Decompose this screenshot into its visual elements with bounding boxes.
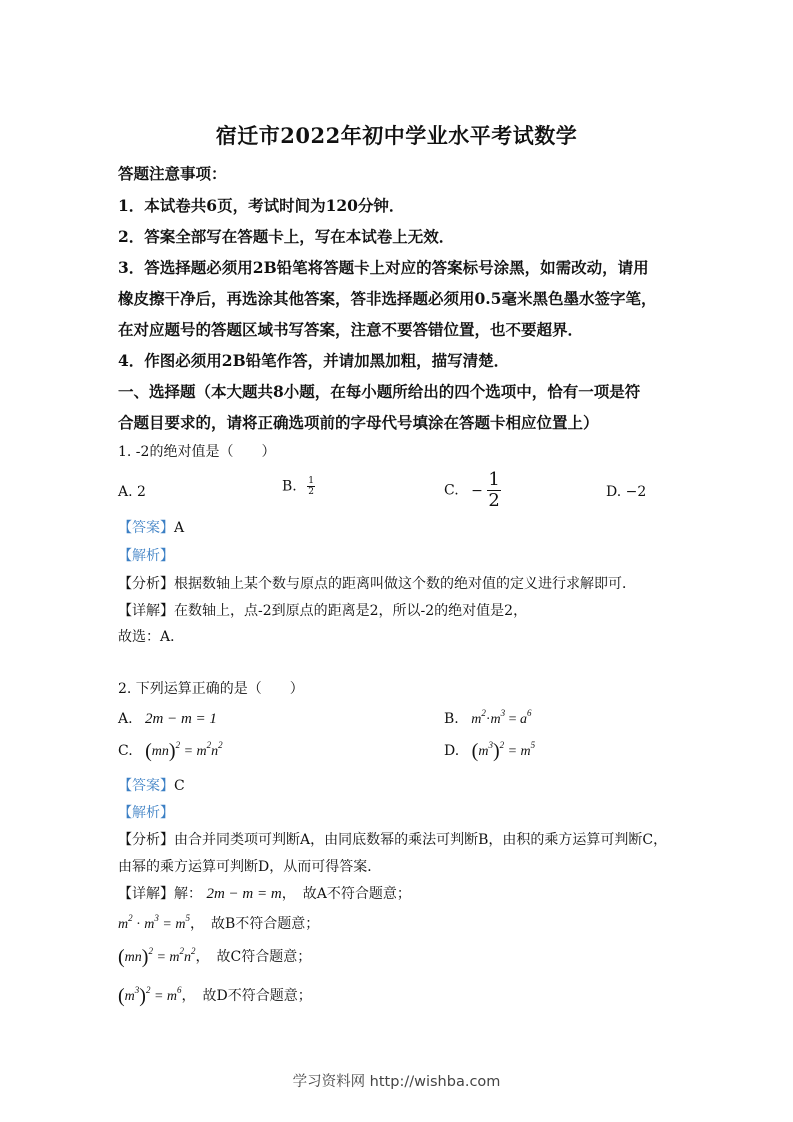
fenxi-tag: 【分析】 [118,576,174,592]
q1-stem: 1. -2的绝对值是（ ） [118,444,276,460]
q2-xiangjie-step-3: $(mn)^2 = m^2n^2$， 故C符合题意； [118,946,312,968]
fenxi-tag: 【分析】 [118,832,174,848]
q1-answer [118,519,184,537]
q1-option-a: A. 2 [118,484,146,500]
q1-fenxi [118,575,636,593]
q1-option-b-label: B. [282,478,297,495]
q2-analysis-tag: 【解析】 [118,805,174,821]
q1-option-d: D. −2 [606,484,647,500]
fraction-numerator: 1 [308,476,314,486]
section-heading-line-1: 一、选择题（本大题共8小题，在每小题所给出的四个选项中，恰有一项是符 [118,382,641,401]
answer-value: A [174,520,185,536]
footer-watermark: 学习资料网 http://wishba.com [292,1074,501,1090]
q2-option-a [118,710,217,728]
q2-option-b-expr: $m^2\cdot m^3 = a^6$ [471,708,532,727]
q2-stem: 2. 下列运算正确的是（ ） [118,681,304,697]
q2-option-a-expr: 2m − m = 1 [145,711,217,727]
notes-heading: 答题注意事项： [118,164,227,183]
q1-option-c [444,470,501,511]
q2-option-c-expr: $(mn)^2 = m^2n^2$ [145,740,223,762]
xiangjie-text: 在数轴上，点-2到原点的距离是2，所以-2的绝对值是2， [174,603,528,619]
step-3-expr: $(mn)^2 = m^2n^2$ [118,946,196,968]
page-title: 宿迁市2022年初中学业水平考试数学 [215,123,578,148]
q2-option-b [444,710,532,729]
note-item-2: 2．答案全部写在答题卡上，写在本试卷上无效． [118,227,455,246]
q2-option-c-label: C. [118,743,133,759]
q2-option-d [444,742,535,761]
fenxi-text: 根据数轴上某个数与原点的距离叫做这个数的绝对值的定义进行求解即可． [174,576,636,592]
q2-option-d-expr: $(m^3)^2 = m^5$ [471,740,536,762]
fenxi-text: 由合并同类项可判断A，由同底数幂的乘法可判断B，由积的乘方运算可判断C， [174,832,668,848]
answer-tag: 【答案】 [118,778,174,794]
q1-option-c-fraction [487,470,500,511]
note-item-4: 4．作图必须用2B铅笔作答，并请加黑加粗，描写清楚． [118,351,510,370]
section-heading-line-2: 合题目要求的，请将正确选项前的字母代号填涂在答题卡相应位置上） [118,413,599,432]
q2-fenxi-line-2: 由幂的乘方运算可判断D，从而可得答案． [118,859,382,875]
note-item-3: 3．答选择题必须用2B铅笔将答题卡上对应的答案标号涂黑，如需改动，请用 [118,258,649,277]
q2-option-a-label: A. [118,711,133,727]
answer-value: C [174,778,185,794]
xiangjie-tag: 【详解】 [118,886,174,902]
q1-option-b-fraction [307,476,315,497]
step-4-expr: $(m^3)^2 = m^6$ [118,985,182,1007]
q2-option-c [118,742,223,761]
q1-option-c-label: C. [444,482,459,499]
q2-option-d-label: D. [444,743,460,759]
fraction-denominator: 2 [308,487,314,497]
fraction-numerator: 1 [488,469,500,490]
q1-conclusion: 故选：A． [118,629,185,645]
q2-answer [118,777,185,795]
note-item-1: 1．本试卷共6页，考试时间为120分钟． [118,196,405,215]
q1-analysis-tag: 【解析】 [118,548,174,564]
xiangjie-tag: 【详解】 [118,603,174,619]
answer-tag: 【答案】 [118,520,174,536]
fraction-denominator: 2 [488,490,500,511]
q2-fenxi-line-1 [118,831,667,849]
q1-option-b [282,476,315,497]
q2-xiangjie-step-1: 【详解】解： 2m − m = m， 故A不符合题意； [118,886,411,902]
q2-option-b-label: B. [444,711,459,727]
note-item-3-cont-1: 橡皮擦干净后，再选涂其他答案，答非选择题必须用0.5毫米黑色墨水签字笔， [118,289,657,308]
note-item-3-cont-2: 在对应题号的答题区域书写答案，注意不要答错位置，也不要超界． [118,320,584,339]
step-1-expr: 2m − m = m [206,886,282,902]
minus-sign: − [471,482,483,499]
q2-xiangjie-step-2: $m^2 \cdot m^3 = m^5$， 故B不符合题意； [118,913,320,932]
q1-xiangjie [118,602,527,620]
q2-xiangjie-step-4: $(m^3)^2 = m^6$， 故D不符合题意； [118,985,312,1007]
step-2-expr: $m^2 \cdot m^3 = m^5$ [118,913,190,932]
